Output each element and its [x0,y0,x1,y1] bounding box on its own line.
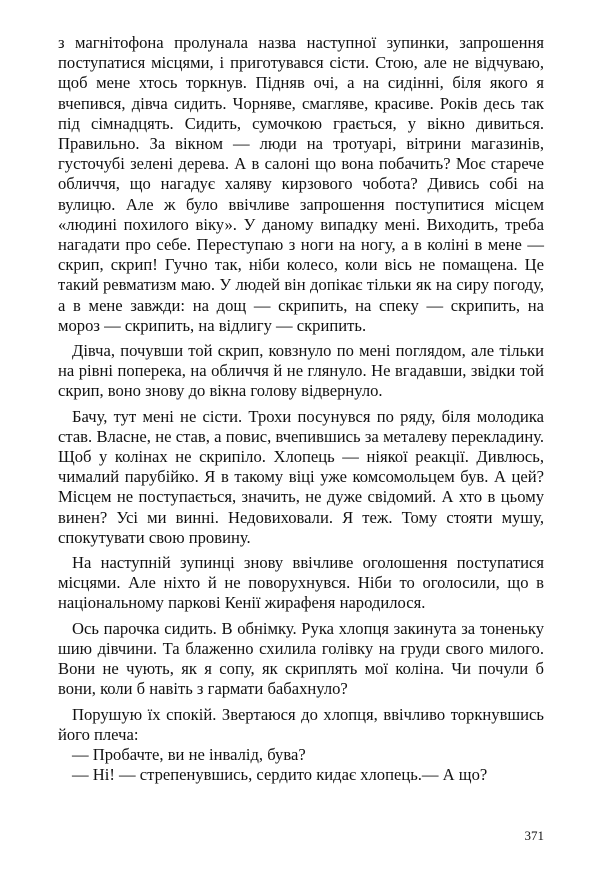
page-number: 371 [524,828,544,843]
paragraph-3: Бачу, тут мені не сісти. Трохи посунувся по ряду, біля молодика став. Власне, не став, а повис, вчепившись за металеву перекладину. Щоб у колінах не скрипіло. Хлопець — ніякої реакції. Дивлюсь, чималий парубійко. Я в такому віці уже комсомольцем був. А цей? Місцем не поступається, значить, не дуже свідомий. А хто в цьому винен? Усі ми винні. Недовиховали. Я теж. Тому стояти мушу, спокутувати свою провину. [58,406,544,547]
paragraph-2: Дівча, почувши той скрип, ковзнуло по мені поглядом, але тільки на рівні поперека, на обличчя й не глянуло. Не вгадавши, звідки той скрип, воно знову до вікна голову відвернуло. [58,341,544,401]
paragraph-4: На наступній зупинці знову ввічливе оголошення поступатися місцями. Але ніхто й не поворухнувся. Ніби то оголосили, що в національному паркові Кенії жирафеня народилося. [58,553,544,613]
paragraph-6: Порушую їх спокій. Звертаюся до хлопця, ввічливо торкнувшись його плеча: [58,704,544,744]
paragraph-7: — Пробачте, ви не інвалід, бува? [72,744,306,764]
paragraph-1: з магнітофона пролунала назва наступної зупинки, запрошення поступатися місцями, і приготувався сісти. Стою, але не відчуваю, щоб мене хтось торкнув. Підняв очі, а на сидінні, біля якого я вчепився, дівча сидить. Чорняве, смагляве, красиве. Років десь так під сімнадцять. Сидить, сумочкою грається, у вікно дивиться. Правильно. За вікном — люди на тротуарі, вітрини магазинів, густочубі зелені дерева. А в салоні що вона побачить? Моє старече обличчя, що нагадує халяву кирзового чобота? Дивись собі на вулицю. Але ж було ввічливе запрошення поступитися місцем «людині похилого віку». У даному випадку мені. Виходить, треба нагадати про себе. Переступаю з ноги на ногу, а в коліні в мене — скрип, скрип! Гучно так, ніби колесо, коли вісь не помащена. Це такий ревматизм маю. У людей він допікає тільки як на сиру погоду, а в мене завжди: на дощ — скрипить, на спеку — скрипить, на мороз — скрипить, на відлигу — скрипить. [58,33,544,335]
paragraph-5: Ось парочка сидить. В обнімку. Рука хлопця закинута за тоненьку шию дівчини. Та блаженно схилила голівку на груди свого милого. Вони не чують, як я сопу, як скриплять мої коліна. Чи почули б вони, коли б навіть з гармати бабахнуло? [58,618,544,699]
paragraph-8: — Ні! — стрепенувшись, сердито кидає хлопець.— А що? [72,765,488,785]
page-text [58,33,544,785]
